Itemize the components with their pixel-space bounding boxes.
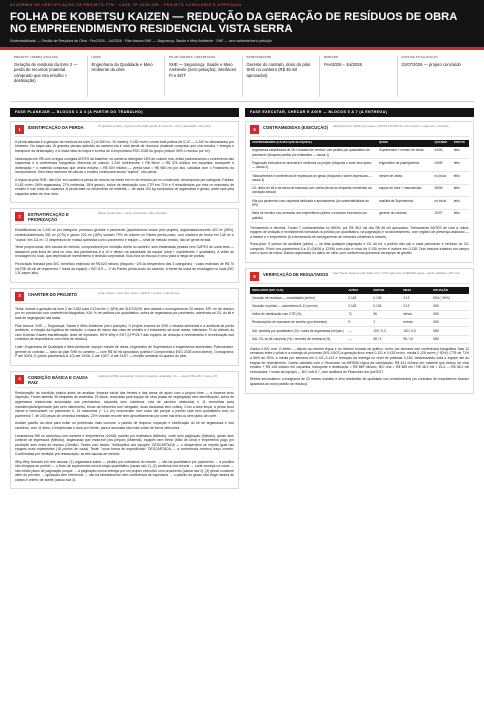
- meta-value: Geração de resíduos da torre 2 — perda de recursos (material comprado que vira entulho + destinação): [14, 61, 78, 84]
- header-topline: ACADEMIA DE CERTIFICAÇÃO DE PROJETO FTM · CASE TP-2025-058 · PROJETO CONCLUÍDO E APROVADO: [10, 3, 242, 7]
- table-cell: Índice de destinação com CTR (%): [250, 310, 346, 318]
- meta-period: [320, 56, 398, 97]
- table-cell: Geração de resíduos — consolidado (m³/m²): [250, 294, 346, 302]
- table-cell: 71: [346, 310, 371, 318]
- block-number: 3: [15, 292, 24, 301]
- block-number: 6: [250, 272, 259, 281]
- meta-label: PATROCINADOR: [246, 55, 272, 59]
- paragraph: Priorização fechada pelo B/C: benefício estimado de R$ 620 mil/ano (bloqueio ~2/3 do desperdício das 3 categorias) ÷ custo estimado de R$ 70 mil (R$ 46 mil de orçamento + horas da equipe) = B/C 8,9 — 1º do Pareto perda-custo do canteiro, à frente da usina de reciclagem no local (B/C 1,8; capex alto).: [15, 262, 234, 276]
- paragraph: Valorização em R$ com a régua corrigida ANTES da baseline: os números divergiam 18% do volume real, então padronizamos o enchimento das caçambas e a conferência fotográfica. Memória de cálculo: 1.240 m³/trimestre × R$ 96/m³ ≈ R$ 476 mil/ano em caçamba, transporte e destinação + o material comprado que virava entulho ≈ R$ 500 mil/ano — perda total ≈ R$ 980 mil por ano, validada com o Financeiro da incorporadora. Sem essa memória de cálculo o entulho continuaria sendo "sujeira", não perda.: [15, 156, 234, 175]
- table-cell: SIM: [431, 302, 469, 310]
- table-cell: 9: [346, 318, 371, 326]
- table-cell: 04/05: [432, 147, 451, 159]
- left-column: [10, 108, 239, 494]
- block-note: 16 grandes perdas + lógica do pilar SHE (perda de recursos: m³/m², destinação, mão-obra): [98, 123, 211, 128]
- paragraph: Efeitos secundários: cronograma de 20 meses mantido e zero retrabalho de qualidade nos revestimentos (os contratos de empreiteiros ficaram ajustados ao novo padrão de resíduo).: [250, 377, 469, 387]
- table-header: STATUS: [452, 140, 469, 147]
- table-row: [250, 184, 469, 197]
- table-cell: Reclamações de manuseio de entulho (por trimestre): [250, 318, 346, 326]
- table-cell: 0,125: [371, 302, 401, 310]
- table-row: [250, 197, 469, 210]
- table-cell: Geração no piloto — pavimentos 8–10 (m³/m²): [250, 302, 346, 310]
- paragraph: Pilar âncora: SHE — Segurança, Saúde e Meio Ambiente (zero poluição). O projeto encerra do SHE o rebaixa ambiental e a auditoria de perda ambiente, a rotação da logística de medição, o mapa de riscos das rotas de entulho e o tratamento de duas metas; interfaces: FI do método do ciclo Kobetsu Kaizen estratificação, teste de hipóteses, WHY-Why e EDT (LPP/OLT das equipes de vedação e revestimento e terceirização dos contratos de empreiteiros com meta de resíduo).: [15, 323, 234, 342]
- table-row: [250, 310, 469, 318]
- table-cell: 04/05: [432, 159, 451, 172]
- table-row: [250, 335, 469, 343]
- table-cell: KAI: CIL do kit cumprido (%) / recortes de cerâmica (%): [250, 335, 346, 343]
- table-header: DEPOIS: [371, 287, 401, 294]
- paragraph: Restauração da condição básica antes de analisar: limpeza inicial das frentes e das áreas de apoio com o próprio time — a limpeza virou inspeção. Foram abertas 36 etiquetas de anomalia: 23 azuis, resolvidas pela equipe de obra (baias de segregação sem identificação, sobra de argamassa endurecida acumulada nos pavimentos, caçamba sem cobertura, rota de carrinho obstruída) e 11 vermelhas para manutenção/engenharia (silo sem manômetro, broca da betoneira com desgaste, duas bancadas sem coifas). Com a área limpa, a perda ficou visível e mensurável: no pavimento 6, 14 masseiras (~ 1,1 m³) endureciam num único dia porque o pedido saía sem quantitativo real; no pavimento 7, de 240 peças de cerâmica medidas, 22% viravam recorte sem aproveitamento por corte mal feito ou sem plano de corte.: [15, 390, 234, 418]
- table-cell: 0,13: [401, 302, 431, 310]
- table-cell: SIM: [431, 318, 469, 326]
- paragraph: Análise padrão da obra para evitar os problemas mais comuns: o padrão de limpeza, inspeção e lubrificação do kit de argamassa e dos carrinhos, com 11 itens, 4 frequências e dono por frente, para a anomalia não mais voltar de forma silenciosa.: [15, 421, 234, 430]
- block-note: restaurar ANTES de analisar: limpeza, inspeção, aligeirada, CIL — depois Why-Why / teste e 5F: [98, 373, 218, 378]
- meta-value: 31/07/2026 — projeto concluído: [401, 61, 461, 67]
- paragraph: Why-Why fechado em três causas: (1) argamassa sobra — pedido por estimativa do mestre → não há quantitativo por pavimento → a planilha não chegava ao pedido — o fluxo de suprimentos nunca exigiu quantitativo (causa raiz 1); (2) cerâmica vira recorte → corte começa no canto → não existe plano de paginação porque → a paginação nunca entrega por um projeto executivo com orçamento (causa raiz 2); (3) gesso consome além do previsto → aplicação sem referência → não há taloneamento nem conferência de espessura → o padrão do gesso não exige mestra de cantos e critério de aceite (causa raiz 3).: [15, 459, 234, 482]
- block-number: 2: [15, 212, 24, 221]
- right-column: [245, 108, 474, 494]
- block-title: IDENTIFICAÇÃO DA PERDA: [28, 124, 84, 130]
- meta-value: Gerente do contrato, dono do pilar SHE no canteiro (R$ 46 mil aprovados): [246, 61, 311, 78]
- block-1: [10, 121, 239, 204]
- phase-band-execute: FASE EXECUTAR, CHECAR E AGIR — BLOCOS 5 A 7 (A ENTREGA): [245, 108, 474, 117]
- meta-label: PERÍODO: [324, 55, 339, 59]
- paragraph: Estratificamos os 1.240 m³ por categoria, processo gerador e pavimento (apontamento criado pelo projeto): argamassa/concreto 422 m³ (36%), cerâmica/alvenaria 335 m³ (27%) e gesso 223 m³ (18%) somam 79% do volume no Pareto perda-custo, com madeira de forma em 148 m³ e "outros" em 111 m³. O desperdício de massa quebrava com o pavimento e equipe — sinal de método errado, não de gente errada.: [15, 228, 234, 242]
- header-subtitle: Sustentabilidade — Gestão de Resíduos de Obra · Fev/2026 – Jul/2026 · Pilar âncora SHE — Segurança, Saúde e Meio Ambiente · SHE — zero acidente/zero poluição: [10, 38, 272, 43]
- table-cell: feito: [452, 209, 469, 222]
- table-cell: SIM: [431, 310, 469, 318]
- meta-value: Fev/2026 – Jul/2026: [324, 61, 362, 67]
- table-cell: engenheiro de planejamento: [377, 159, 432, 172]
- block-title: VERIFICAÇÃO DE RESULTADOS: [263, 272, 329, 278]
- table-row: [250, 172, 469, 185]
- block-note: tema, escopo, meta, líder, prazo + KPI/IAI + equipe + pilar âncora: [98, 290, 180, 295]
- table-cell: mestre de obras: [377, 172, 432, 185]
- table-header: QUANDO: [432, 140, 451, 147]
- table-cell: analista de Suprimentos: [377, 197, 432, 210]
- block-note: Saw Check: régua do pilar SHE m³/m², CTR, ação leve na MESMA régua + ganho validado + B/C real: [333, 271, 460, 276]
- countermeasures-table: [250, 140, 469, 223]
- table-cell: —: [346, 335, 371, 343]
- table-cell: gerente do contrato: [377, 209, 432, 222]
- meta-label: PILAR ÂNCORA / INTERFACES: [169, 55, 216, 59]
- meta-value: SHE — Segurança, Saúde e Meio Ambiente (zero poluição); interfaces FI e EDT: [169, 61, 237, 78]
- paragraph: Ganho e B/C real. O efeito — depois na mesma régua e no mesmo formato de gráfico: m³/m² por semana com conferência fotográfica. Nas 12 semanas entre o piloto e a entrega do processo (5/9–03/07) a geração ficou entre 0,121 e 0,133 m³/m², média 0,128 m³/m² (−30%), CTR de 71% a 96% de 28%; a média por semana em 0,121–0,122 e remoção da entrega no nível de patamar 0,182, atravessando toda a equipe até as etapas de revestimento. Ganho validado com o Financeiro na MESMA régua da valorização: R$ 441 mil/ano em material que deixou de virar entulho + R$ 148 mil/ano em caçamba, transporte e destinação = R$ 589 mil/ano, B/C real = R$ 589 mil / R$ 38,2 mil = 15,4 — R$ 38,2 mil executados + horas da equipe) — B/C real 8,7, com auditoria do Financeiro em jan/2027.: [250, 346, 469, 374]
- block-2: [10, 208, 239, 282]
- meta-update: [398, 56, 475, 97]
- table-cell: feito: [452, 147, 469, 159]
- page-title: FOLHA DE KOBETSU KAIZEN — REDUÇÃO DA GERAÇÃO DE RESÍDUOS DE OBRA NO EMPREENDIMENTO RESIDENCIAL VISTA SERRA: [10, 10, 457, 36]
- table-row: [250, 294, 469, 302]
- table-header: INDICADOR (KPI / KAI): [250, 287, 346, 294]
- table-header: META: [401, 287, 431, 294]
- results-table: [250, 287, 469, 344]
- table-cell: 0,128: [371, 294, 401, 302]
- table-cell: Paginação executiva de alvenaria e cerâmica no projeto (bloqueia o corte sem plano — causa 2): [250, 159, 377, 172]
- table-cell: feito: [452, 172, 469, 185]
- table-row: [250, 327, 469, 335]
- block-5: [245, 121, 474, 263]
- table-cell: no início: [432, 197, 451, 210]
- block-number: 4: [15, 375, 24, 384]
- block-note: Ideal Execution: 5W2H por causa + LPP/OLT ANTES de virar a rotina + poka-yoke + limitante: [333, 123, 449, 128]
- table-cell: elevar: [401, 310, 431, 318]
- table-cell: SIM: [431, 327, 469, 335]
- table-cell: 0,13: [401, 294, 431, 302]
- table-cell: equipe de obra + manutenção: [377, 184, 432, 197]
- table-cell: 2: [371, 318, 401, 326]
- block-number: 5: [250, 125, 259, 134]
- table-row: [250, 209, 469, 222]
- table-cell: Argamassa estabilizada de 36 h dosada em central, com pedido por quantitativo de pavimento (bloqueia pedido por estimativa — causa 1): [250, 147, 377, 159]
- paragraph: A perda atacada é a geração de resíduos da torre 2 (14.500 m², 20 meses): 0,182 m³/m² contra toda prática de 0,12 — 1.240 m³ descartados por trimestre. No mapa das 16 grandes perdas aplicado ao canteiro ela é uma perda de recursos (material comprado que vira resíduo + energia e transporte da destinação), e a maior fatia do mapa e à meta do Compromisso ESG 2028 do grupo (reduzir 30% o resíduo por m²).: [15, 139, 234, 154]
- table-cell: feito: [452, 197, 469, 210]
- paragraph: Levantamos MB no workshop com mestres e empreiteiros (10/06): padrão por estimativa (Método), corte sem paginação (Método), gesso sem controle de espessura (Método), argamassa que endurece pós-preparo (Material), equipes sem treino (Mão de obra) e empreiteiro pago por produção sem meta de resíduo (Gestão). Testes com dados: "indisciplina dos equipes" DESCARTADA — o desperdício se repetia igual nas equipes mais experientes (18 pontos de cada). Teste: "nova forma de especificado" DESCARTADA — a conferência mostrou traço correto. Confirmadas por medição pré-restauração: as três causas de método.: [15, 433, 234, 456]
- table-cell: 06/06: [432, 184, 451, 197]
- table-cell: feito: [452, 184, 469, 197]
- table-header: CONTRAMEDIDA (CAUSA QUE BLOQUEIA): [250, 140, 377, 147]
- table-header: QUEM: [377, 140, 432, 147]
- table-cell: 96: [371, 310, 401, 318]
- table-row: [250, 318, 469, 326]
- meta-leader: [88, 56, 166, 97]
- meta-label: PROJETO / PERDA ATACADA: [14, 55, 59, 59]
- paragraph: A régua do pilar SHE, não KAI: em canteiro a perda de recurso se mede em m³ de resíduo por m² construído, decomposto por categoria. Partida: 0,182 m³/m² (36% argamassa, 27% cerâmica, 18% gesso), índice de destinação com CTR em 71% e 9 reincidências por mês no manuseio de entulho e nas rotas de caçamba. A perda bate no rendimento de material — de cada 100 kg comprados de argamassa e gesso, parte saía pela caçamba antes de virar obra.: [15, 178, 234, 196]
- table-cell: feito: [452, 159, 469, 172]
- table-row: [250, 147, 469, 159]
- table-cell: Suprimentos + mestre de obras: [377, 147, 432, 159]
- meta-label: DATA DE ATUALIZAÇÃO: [401, 55, 438, 59]
- table-cell: SIM (−30%): [431, 294, 469, 302]
- header: [0, 0, 484, 50]
- meta-project: [10, 56, 88, 97]
- table-cell: 0,182: [346, 294, 371, 302]
- table-cell: no início: [432, 172, 451, 185]
- block-6: [245, 268, 474, 394]
- table-header: ANTES: [346, 287, 371, 294]
- table-row: [250, 302, 469, 310]
- table-cell: KAI: pedidos por quantitativo (%) / sobra de argamassa (m³/pav.): [250, 327, 346, 335]
- project-meta: [10, 50, 474, 102]
- table-cell: 98 / 9: [371, 335, 401, 343]
- meta-sponsor: [243, 56, 321, 97]
- block-title: ESTRATIFICAÇÃO E PRIORIZAÇÃO: [28, 212, 69, 223]
- table-cell: 95 / 10: [401, 335, 431, 343]
- meta-pillar: [165, 56, 243, 97]
- table-cell: Meta de resíduo nos contratos dos empreiteiros (alinha o incentivo econômico ao padrão): [250, 209, 377, 222]
- phase-band-plan: FASE PLANEJAR — BLOCOS 1 A 4 (A PARTIR DO TRABALHO): [10, 108, 239, 117]
- table-cell: Talisca/mestra e conferência de espessura do gesso (bloqueia o sobre-espessura — causa 3): [250, 172, 377, 185]
- table-row: [250, 159, 469, 172]
- table-cell: reduzir: [401, 318, 431, 326]
- block-3: [10, 288, 239, 366]
- block-title: CONDIÇÃO BÁSICA E CAUSA RAIZ: [28, 374, 88, 385]
- table-cell: 100 / 0,3: [371, 327, 401, 335]
- paragraph: Poka-yoke: 5 pontos de auditoria (piloto) — se falta qualquer paginação e CIL do kit, o pedido não sai; e cada pavimento é nenhum do CIL cumprido. Piloto nos pavimentos 8 a 10 (04/06 a 12/06) com ciclo e cinco de 0,135 m³/m² e índices em 0,138. Dois desvios tratados em campo com o dono da rotina. Dados registrados no diário de obra, com conferência quinzenal da equipe de gestão.: [250, 242, 469, 256]
- table-cell: 10/07: [432, 209, 451, 222]
- paragraph: Treinamento e devolva. Foram 7 contramedidas no 5W2H, por R$ 38,2 mil dos R$ 46 mil aprovados. Treinamento ANTES de virar a rotina: equipes de vedação e revestimento formadas no pedido por quantitativo, na paginação e no taloneamento, com registro de presença assinado — a mestre e o empreiteiro (e a ferramenta de carregamento de métodos conferida à mestre).: [250, 225, 469, 239]
- table-cell: SIM: [431, 335, 469, 343]
- table-header: SITUAÇÃO: [431, 287, 469, 294]
- table-cell: CIL diário do kit e da sema de bancada com coleta (fecha as etiquetas vermelhas da condição básica): [250, 184, 377, 197]
- table-cell: 100 / 0,5: [401, 327, 431, 335]
- block-note: Pareto perda-custo + rama; priorização + BO; estimado: [98, 211, 167, 216]
- paragraph: Tema: reduzir a geração da torre 2 de 0,182 para 0,13 m³/m² (−28%) até 31/07/2026, sem atrasar o cronograma de 20 meses. KPI: m³ de resíduo por m² construído com conferência fotográfica. KAI: % de pedidos por quantitativo, sobra de argamassa por pavimento, aderência ao CIL do kit e taxa de segregação nas baias.: [15, 306, 234, 320]
- block-title: CONTRAMEDIDAS (EXECUÇÃO): [263, 124, 328, 130]
- paragraph: Líder: Engenharia de Qualidade e Meio Ambiente; equipe: mestre de obras, engenheiro de Suprimentos e engenheiros ambientais. Patrocinador: gerente do contrato — dono do pilar SHE no canteiro — com R$ 46 mil aprovados (coleta e Compromisso ESG 2028 como diretor). Cronograma: P até 30/04, D (piloto pavimentos 8–10) até 12/06, C até 10/07, A até 31/07 — revisão semanal no quadro do pilar.: [15, 344, 234, 359]
- meta-label: LÍDER: [91, 55, 101, 59]
- block-4: [10, 371, 239, 490]
- block-title: CHARTER DO PROJETO: [28, 291, 78, 297]
- table-cell: 0,182: [346, 302, 371, 310]
- meta-value: Engenharia da Qualidade e Meio Ambiente da obra: [91, 61, 153, 73]
- table-cell: Kits por pavimento com caçamba dedicada e apontamento (do sustentabilidade ao KPI): [250, 197, 377, 210]
- paragraph: Teme proporcional: três causas de método, comprováveis por medição direta no canteiro, sem estatísticas pesada nem CAPEX de outra área — atacamos pela linha de obra no ciclo dos pavimentos 8 a 10 e dentro da autoridade da equipe (obra + suprimentos + qualidade). A união de reciclagem no local, que dependia de investimento e decisão corporativa, ficou fora do escopo e virou pista a mega de pontas.: [15, 245, 234, 259]
- table-cell: —: [346, 327, 371, 335]
- block-number: 1: [15, 125, 24, 134]
